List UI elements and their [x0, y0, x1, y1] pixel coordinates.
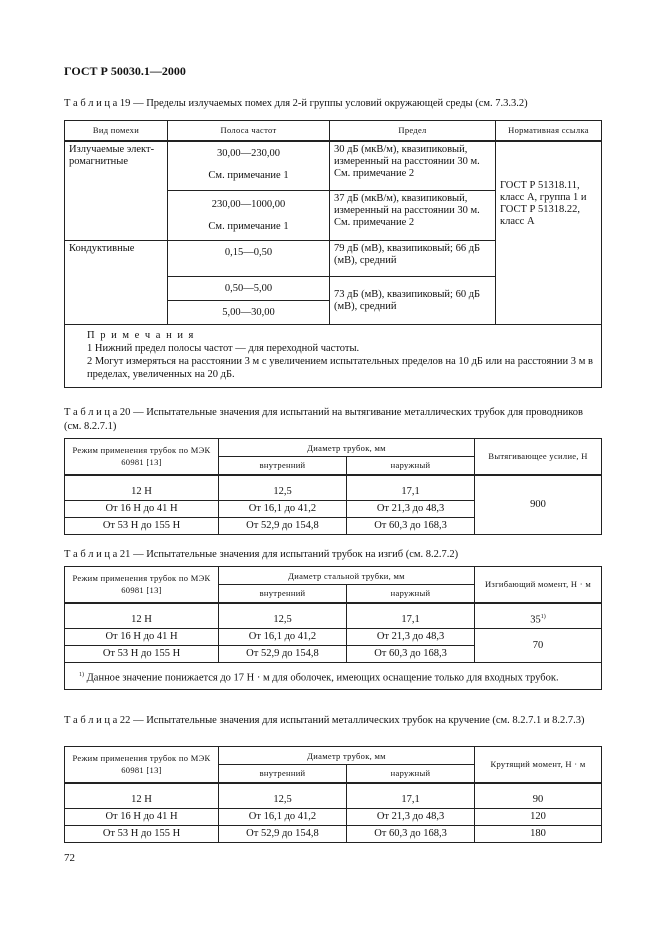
table22-header-diameter: Диаметр трубок, мм [219, 747, 475, 765]
table19-cell-band [168, 141, 330, 191]
table22-header-mode: Режим применения трубок по МЭК 60981 [13] [65, 747, 219, 783]
table20-header-diameter: Диаметр трубок, мм [219, 439, 475, 457]
table20-caption-prefix: Т а б л и ц а 20 [64, 407, 131, 418]
table22-cell-value: 120 [475, 809, 602, 826]
table21-footnote [65, 663, 602, 690]
table19-header-type: Вид помехи [65, 121, 168, 141]
table21-cell-outer: От 60,3 до 168,3 [347, 646, 475, 663]
table19-cell-band: 0,15—0,50 [168, 241, 330, 277]
table19-header-ref: Нормативная ссылка [496, 121, 602, 141]
table20-header-value: Вытягивающее усилие, Н [475, 439, 602, 475]
table20-cell-outer: 17,1 [347, 475, 475, 501]
table21-header-value: Изгибающий момент, Н · м [475, 567, 602, 603]
table21-cell-mode: 12 Н [65, 603, 219, 629]
table21-cell-inner: От 16,1 до 41,2 [219, 629, 347, 646]
table19-cell-type-conducted: Кондуктивные [65, 241, 168, 325]
table21-caption-prefix: Т а б л и ц а 21 [64, 549, 131, 560]
table20-cell-inner: 12,5 [219, 475, 347, 501]
table21-footnote-mark: 1) [79, 672, 84, 678]
table22-cell-value: 180 [475, 826, 602, 843]
table19-band-value: 30,00—230,00 [217, 147, 280, 159]
table22-header-outer: наружный [347, 765, 475, 783]
table20-header-mode: Режим применения трубок по МЭК 60981 [13] [65, 439, 219, 475]
table21-footnote-text: Данное значение понижается до 17 Н · м для оболочек, имеющих оснащение только для входных трубок. [84, 672, 559, 684]
table20 [64, 438, 602, 535]
table19-notes-title: П р и м е ч а н и я [87, 330, 195, 341]
table21-footnote-marker: 1) [540, 613, 546, 620]
table22-cell-inner: 12,5 [219, 783, 347, 809]
table22-caption-text: — Испытательные значения для испытаний металлических трубок на кручение (см. 8.2.7.1 и 8.2.7.3) [130, 715, 585, 726]
table20-cell-mode: 12 Н [65, 475, 219, 501]
table19-cell-ref: ГОСТ Р 51318.11, класс А, группа 1 и ГОСТ Р 51318.22, класс А [496, 141, 602, 325]
table22-cell-value: 90 [475, 783, 602, 809]
table20-caption [64, 406, 600, 434]
table21-header-diameter: Диаметр стальной трубки, мм [219, 567, 475, 585]
table19-caption-prefix: Т а б л и ц а 19 [64, 98, 131, 109]
table19-cell-band [168, 191, 330, 241]
table19-note-1: 1 Нижний предел полосы частот — для переходной частоты. [87, 343, 360, 354]
table19-cell-limit: 73 дБ (мВ), квазипиковый; 60 дБ (мВ), средний [330, 277, 496, 325]
table20-cell-outer: От 21,3 до 48,3 [347, 501, 475, 518]
table19-cell-limit: 37 дБ (мкВ/м), квазипиковый, измеренный на расстоянии 30 м. См. примечание 2 [330, 191, 496, 241]
table19 [64, 120, 602, 388]
table22-cell-outer: От 60,3 до 168,3 [347, 826, 475, 843]
table22-header-inner: внутренний [219, 765, 347, 783]
table19-cell-band: 5,00—30,00 [168, 301, 330, 325]
table22-cell-mode: От 16 Н до 41 Н [65, 809, 219, 826]
table19-band-note: См. примечание 1 [208, 221, 289, 232]
table19-note-2: 2 Могут измеряться на расстоянии 3 м с увеличением испытательных пределов на 10 дБ или на расстоянии 3 м в пределах, увеличенных на 20 дБ. [87, 356, 593, 380]
table21 [64, 566, 602, 690]
table21-header-outer: наружный [347, 585, 475, 603]
table21-value-1: 35 [530, 614, 541, 625]
table19-band-value: 230,00—1000,00 [211, 199, 286, 210]
table20-cell-mode: От 16 Н до 41 Н [65, 501, 219, 518]
table19-header-band: Полоса частот [168, 121, 330, 141]
page-number: 72 [64, 852, 75, 864]
table20-cell-value: 900 [475, 475, 602, 535]
table21-cell-inner: От 52,9 до 154,8 [219, 646, 347, 663]
table21-header-inner: внутренний [219, 585, 347, 603]
table19-header-limit: Предел [330, 121, 496, 141]
table22-header-value: Крутящий момент, Н · м [475, 747, 602, 783]
table22-caption [64, 714, 600, 728]
table20-cell-inner: От 16,1 до 41,2 [219, 501, 347, 518]
table21-caption [64, 548, 600, 562]
table19-notes [65, 325, 602, 388]
table21-header-mode: Режим применения трубок по МЭК 60981 [13] [65, 567, 219, 603]
table21-cell-mode: От 53 Н до 155 Н [65, 646, 219, 663]
table20-cell-inner: От 52,9 до 154,8 [219, 518, 347, 535]
table19-cell-band: 0,50—5,00 [168, 277, 330, 301]
table21-caption-text: — Испытательные значения для испытаний трубок на изгиб (см. 8.2.7.2) [130, 549, 459, 560]
table21-cell-mode: От 16 Н до 41 Н [65, 629, 219, 646]
table19-cell-limit: 79 дБ (мВ), квазипиковый; 66 дБ (мВ), средний [330, 241, 496, 277]
table19-caption [64, 97, 600, 111]
table21-cell-value: 70 [475, 629, 602, 663]
table22-caption-prefix: Т а б л и ц а 22 [64, 715, 131, 726]
table22-cell-outer: 17,1 [347, 783, 475, 809]
table22-cell-inner: От 16,1 до 41,2 [219, 809, 347, 826]
table21-cell-value [475, 603, 602, 629]
table19-caption-text: — Пределы излучаемых помех для 2-й группы условий окружающей среды (см. 7.3.3.2) [130, 98, 528, 109]
table22-cell-mode: 12 Н [65, 783, 219, 809]
table20-header-inner: внутренний [219, 457, 347, 475]
table20-cell-mode: От 53 Н до 155 Н [65, 518, 219, 535]
table19-cell-limit: 30 дБ (мкВ/м), квазипиковый, измеренный на расстоянии 30 м. См. примечание 2 [330, 141, 496, 191]
table20-cell-outer: От 60,3 до 168,3 [347, 518, 475, 535]
document-header: ГОСТ Р 50030.1—2000 [64, 64, 186, 78]
table21-cell-inner: 12,5 [219, 603, 347, 629]
table22-cell-inner: От 52,9 до 154,8 [219, 826, 347, 843]
table22-cell-outer: От 21,3 до 48,3 [347, 809, 475, 826]
table22 [64, 746, 602, 843]
table19-band-note: См. примечание 1 [208, 169, 289, 181]
table21-cell-outer: От 21,3 до 48,3 [347, 629, 475, 646]
table21-cell-outer: 17,1 [347, 603, 475, 629]
table19-cell-type-radiated: Излучаемые элект-ромагнитные [65, 141, 168, 241]
table20-caption-text: — Испытательные значения для испытаний на вытягивание металлических трубок для проводников (см. 8.2.7.1) [64, 407, 583, 432]
table22-cell-mode: От 53 Н до 155 Н [65, 826, 219, 843]
table20-header-outer: наружный [347, 457, 475, 475]
